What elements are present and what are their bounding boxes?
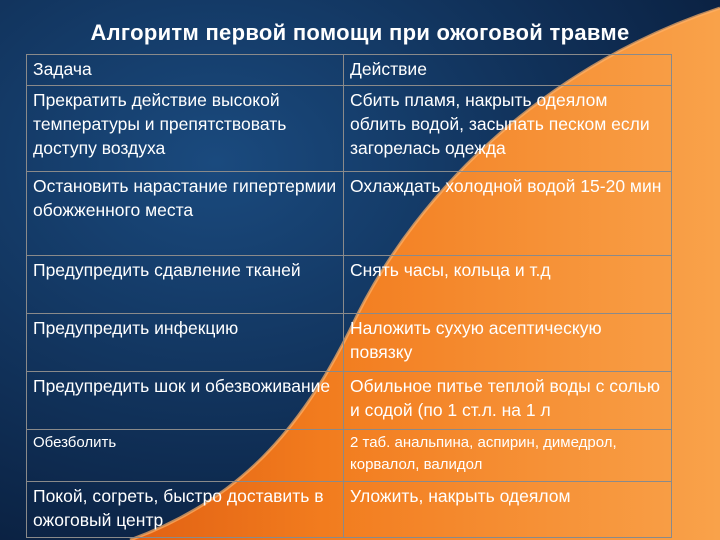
- table-header-row: [27, 55, 672, 86]
- task-cell: Обезболить: [27, 430, 344, 482]
- first-aid-table: [26, 54, 672, 538]
- action-cell: Снять часы, кольца и т.д: [344, 256, 672, 314]
- table-row: [27, 372, 672, 430]
- table-row: [27, 430, 672, 482]
- header-task: Задача: [27, 55, 344, 86]
- table-row: [27, 256, 672, 314]
- task-cell: Покой, согреть, быстро доставить в ожоговый центр: [27, 482, 344, 538]
- action-cell: Охлаждать холодной водой 15-20 мин: [344, 172, 672, 256]
- task-cell: Остановить нарастание гипертермии обожженного места: [27, 172, 344, 256]
- table-row: [27, 482, 672, 538]
- header-action: Действие: [344, 55, 672, 86]
- task-cell: Прекратить действие высокой температуры и препятствовать доступу воздуха: [27, 86, 344, 172]
- action-cell: Обильное питье теплой воды с солью и содой (по 1 ст.л. на 1 л: [344, 372, 672, 430]
- action-cell: 2 таб. анальпина, аспирин, димедрол, корвалол, валидол: [344, 430, 672, 482]
- table-row: [27, 172, 672, 256]
- table-row: [27, 314, 672, 372]
- table-row: [27, 86, 672, 172]
- slide-title: Алгоритм первой помощи при ожоговой травме: [90, 20, 630, 45]
- task-cell: Предупредить шок и обезвоживание: [27, 372, 344, 430]
- action-cell: Наложить сухую асептическую повязку: [344, 314, 672, 372]
- action-cell: Сбить пламя, накрыть одеялом облить водой, засыпать песком если загорелась одежда: [344, 86, 672, 172]
- action-cell: Уложить, накрыть одеялом: [344, 482, 672, 538]
- task-cell: Предупредить сдавление тканей: [27, 256, 344, 314]
- task-cell: Предупредить инфекцию: [27, 314, 344, 372]
